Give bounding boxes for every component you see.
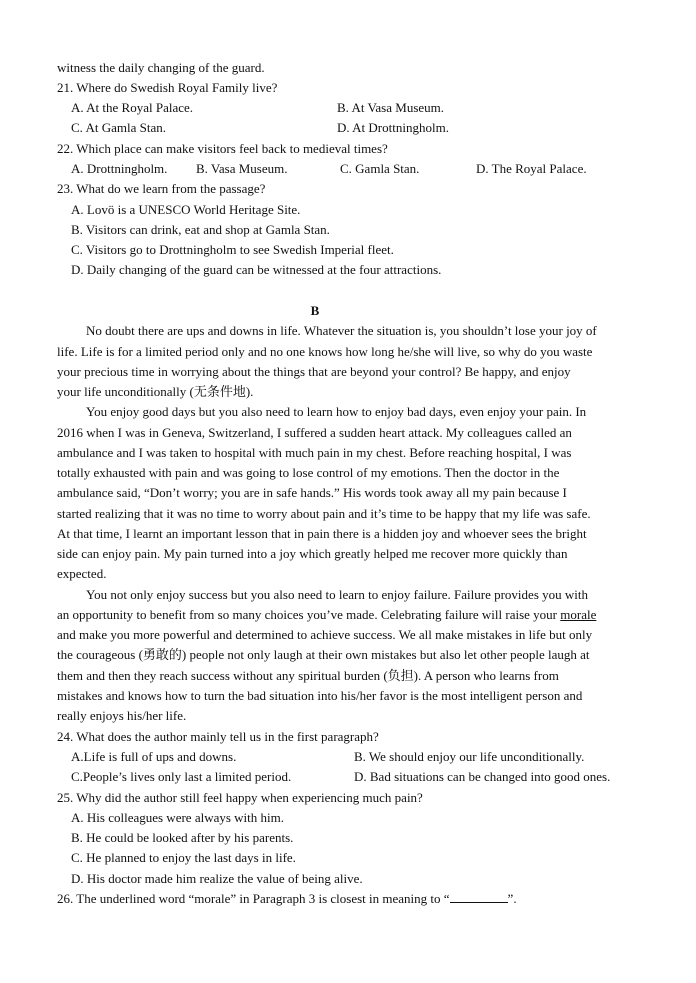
q22-option-b: B. Vasa Museum.: [196, 161, 288, 176]
q24-option-d: D. Bad situations can be changed into good ones.: [354, 769, 611, 784]
p1-line-3: your precious time in worrying about the things that are beyond your control? Be happy, and enjoy: [57, 364, 571, 379]
p2-line-1: You enjoy good days but you also need to learn how to enjoy bad days, even enjoy your pain. In: [86, 404, 587, 419]
q26-stem: [57, 889, 646, 909]
q22-stem: 22. Which place can make visitors feel back to medieval times?: [57, 141, 388, 156]
p3-line-7: really enjoys his/her life.: [57, 708, 187, 723]
p1-line-2: life. Life is for a limited period only and no one knows how long he/she will live, so why do you waste: [57, 344, 593, 359]
p2-line-9: expected.: [57, 566, 107, 581]
q26-stem-end: ”.: [507, 891, 517, 906]
p3-line-4: the courageous (勇敢的) people not only laugh at their own mistakes but also let other people laugh at: [57, 647, 590, 662]
q21-option-c: C. At Gamla Stan.: [71, 120, 166, 135]
q25-option-b: B. He could be looked after by his parents.: [71, 830, 294, 845]
p3-line-3: and make you more powerful and determined to achieve success. We all make mistakes in life but only: [57, 627, 593, 642]
q21-option-d: D. At Drottningholm.: [337, 120, 449, 135]
q22-option-d: D. The Royal Palace.: [476, 161, 587, 176]
q24-stem: 24. What does the author mainly tell us in the first paragraph?: [57, 729, 379, 744]
underlined-word-morale: morale: [560, 607, 597, 622]
p2-line-8: side can enjoy pain. My pain turned into a joy which greatly helped me recover more quickly than: [57, 546, 568, 561]
q23-option-a: A. Lovö is a UNESCO World Heritage Site.: [71, 202, 301, 217]
p3-line-5: them and then they reach success without any spiritual burden (负担). A person who learns from: [57, 668, 559, 683]
q21-stem: 21. Where do Swedish Royal Family live?: [57, 80, 278, 95]
q25-option-c: C. He planned to enjoy the last days in life.: [71, 850, 296, 865]
p2-line-2: 2016 when I was in Geneva, Switzerland, I suffered a sudden heart attack. My colleagues called an: [57, 425, 572, 440]
p2-line-3: ambulance and I was taken to hospital with much pain in my chest. Before reaching hospital, I was: [57, 445, 572, 460]
q24-option-c: C.People’s lives only last a limited period.: [71, 769, 292, 784]
q26-stem-text: 26. The underlined word “morale” in Paragraph 3 is closest in meaning to “: [57, 891, 450, 906]
p2-line-4: totally exhausted with pain and was going to lose control of my emotions. Then the doctor in the: [57, 465, 560, 480]
p3-line-6: mistakes and knows how to turn the bad situation into his/her favor is the most intelligent person and: [57, 688, 583, 703]
p2-line-7: At that time, I learnt an important lesson that in pain there is a hidden joy and whoever sees the bright: [57, 526, 587, 541]
q23-option-d: D. Daily changing of the guard can be witnessed at the four attractions.: [71, 262, 442, 277]
p2-line-6: started realizing that it was no time to worry about pain and it’s time to be happy that my life was safe.: [57, 506, 591, 521]
p3-line-2: [57, 605, 646, 625]
section-b-title: B: [310, 303, 320, 318]
p2-line-5: ambulance said, “Don’t worry; you are in safe hands.” His words took away all my pain because I: [57, 485, 567, 500]
q21-option-a: A. At the Royal Palace.: [71, 100, 194, 115]
q24-option-a: A.Life is full of ups and downs.: [71, 749, 237, 764]
q23-option-b: B. Visitors can drink, eat and shop at Gamla Stan.: [71, 222, 330, 237]
q25-option-a: A. His colleagues were always with him.: [71, 810, 285, 825]
passage-a-end-line: witness the daily changing of the guard.: [57, 60, 265, 75]
q22-option-c: C. Gamla Stan.: [340, 161, 420, 176]
q23-stem: 23. What do we learn from the passage?: [57, 181, 266, 196]
q22-option-a: A. Drottningholm.: [71, 161, 168, 176]
p3-line-2-text: an opportunity to benefit from so many choices you’ve made. Celebrating failure will raise your: [57, 607, 561, 622]
q21-option-b: B. At Vasa Museum.: [337, 100, 445, 115]
q25-option-d: D. His doctor made him realize the value of being alive.: [71, 871, 363, 886]
q24-option-b: B. We should enjoy our life unconditionally.: [354, 749, 585, 764]
q23-option-c: C. Visitors go to Drottningholm to see Swedish Imperial fleet.: [71, 242, 394, 257]
p1-line-4: your life unconditionally (无条件地).: [57, 384, 254, 399]
p3-line-1: You not only enjoy success but you also need to learn to enjoy failure. Failure provides you with: [86, 587, 588, 602]
answer-blank[interactable]: [450, 890, 508, 903]
p1-line-1: No doubt there are ups and downs in life. Whatever the situation is, you shouldn’t lose your joy of: [86, 323, 597, 338]
q25-stem: 25. Why did the author still feel happy when experiencing much pain?: [57, 790, 423, 805]
